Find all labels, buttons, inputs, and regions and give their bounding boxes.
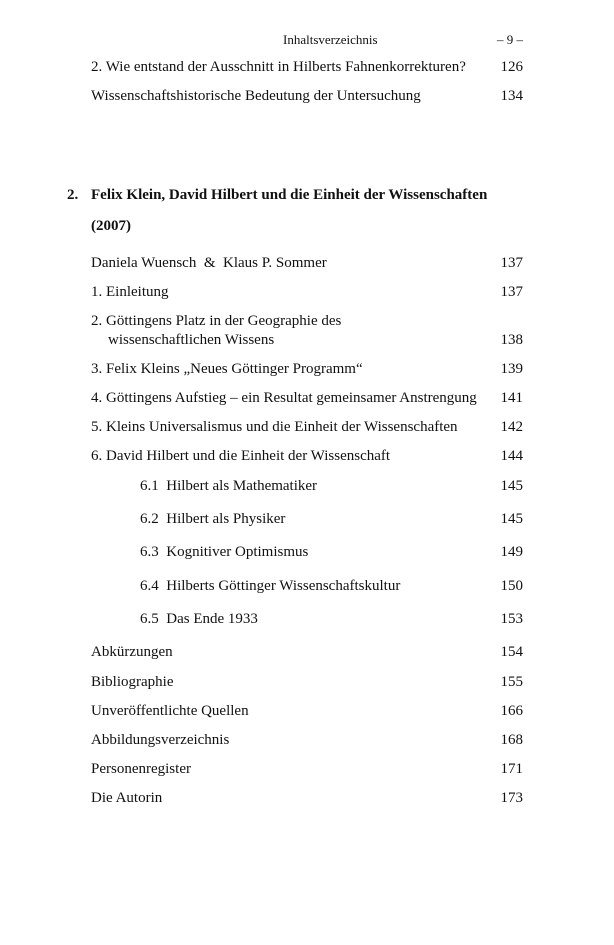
- running-header-page-number: – 9 –: [497, 32, 523, 47]
- back-matter-entry-text: Unveröffentlichte Quellen: [91, 703, 249, 719]
- back-matter-entry-page: 173: [500, 790, 523, 806]
- section-entry-page: 139: [500, 361, 523, 377]
- section-entry-text: 1. Einleitung: [91, 284, 169, 300]
- section-entry-text: 5. Kleins Universalismus und die Einheit der Wissenschaften: [91, 419, 458, 435]
- subsection-entry-text: 6.4 Hilberts Göttinger Wissenschaftskultur: [140, 578, 401, 594]
- section-entry-page: 144: [500, 448, 523, 464]
- subsection-entry-page: 153: [500, 611, 523, 627]
- back-matter-entry-page: 171: [500, 761, 523, 777]
- section-entry-page: 141: [500, 390, 523, 406]
- toc-entry-page: 134: [500, 88, 523, 104]
- section-entry-text: 3. Felix Kleins „Neues Göttinger Programm“: [91, 361, 363, 377]
- toc-entry-text: Wissenschaftshistorische Bedeutung der Untersuchung: [91, 88, 421, 104]
- back-matter-entry-text: Bibliographie: [91, 674, 174, 690]
- subsection-entry-text: 6.2 Hilbert als Physiker: [140, 511, 286, 527]
- running-header-title: Inhaltsverzeichnis: [283, 32, 378, 47]
- back-matter-entry-text: Abbildungsverzeichnis: [91, 732, 230, 748]
- subsection-entry-text: 6.1 Hilbert als Mathematiker: [140, 478, 318, 494]
- section-entry-text: 4. Göttingens Aufstieg – ein Resultat gemeinsamer Anstrengung: [91, 390, 477, 406]
- back-matter-entry-page: 155: [500, 674, 523, 690]
- chapter-authors: Daniela Wuensch & Klaus P. Sommer: [91, 255, 327, 271]
- section-entry-page: 137: [500, 284, 523, 300]
- section-entry-text: 2. Göttingens Platz in der Geographie des: [91, 313, 342, 329]
- back-matter-entry-text: Personenregister: [91, 761, 191, 777]
- chapter-title-line-1: Felix Klein, David Hilbert und die Einheit der Wissenschaften: [91, 187, 488, 203]
- section-entry-page: 142: [500, 419, 523, 435]
- subsection-entry-text: 6.3 Kognitiver Optimismus: [140, 544, 309, 560]
- section-entry-text: 6. David Hilbert und die Einheit der Wissenschaft: [91, 448, 391, 464]
- subsection-entry-page: 145: [500, 511, 523, 527]
- subsection-entry-text: 6.5 Das Ende 1933: [140, 611, 258, 627]
- chapter-title-line-2: (2007): [91, 218, 131, 234]
- toc-entry-page: 126: [500, 59, 523, 75]
- back-matter-entry-text: Die Autorin: [91, 790, 163, 806]
- back-matter-entry-page: 168: [500, 732, 523, 748]
- back-matter-entry-page: 154: [500, 644, 523, 660]
- back-matter-entry-page: 166: [500, 703, 523, 719]
- chapter-authors-page: 137: [500, 255, 523, 271]
- section-entry-page: 138: [500, 332, 523, 348]
- subsection-entry-page: 150: [500, 578, 523, 594]
- subsection-entry-page: 149: [500, 544, 523, 560]
- toc-entry-text: 2. Wie entstand der Ausschnitt in Hilberts Fahnenkorrekturen?: [91, 59, 466, 75]
- back-matter-entry-text: Abkürzungen: [91, 644, 173, 660]
- subsection-entry-page: 145: [500, 478, 523, 494]
- chapter-number: 2.: [67, 187, 79, 203]
- section-entry-text-continued: wissenschaftlichen Wissens: [108, 332, 275, 348]
